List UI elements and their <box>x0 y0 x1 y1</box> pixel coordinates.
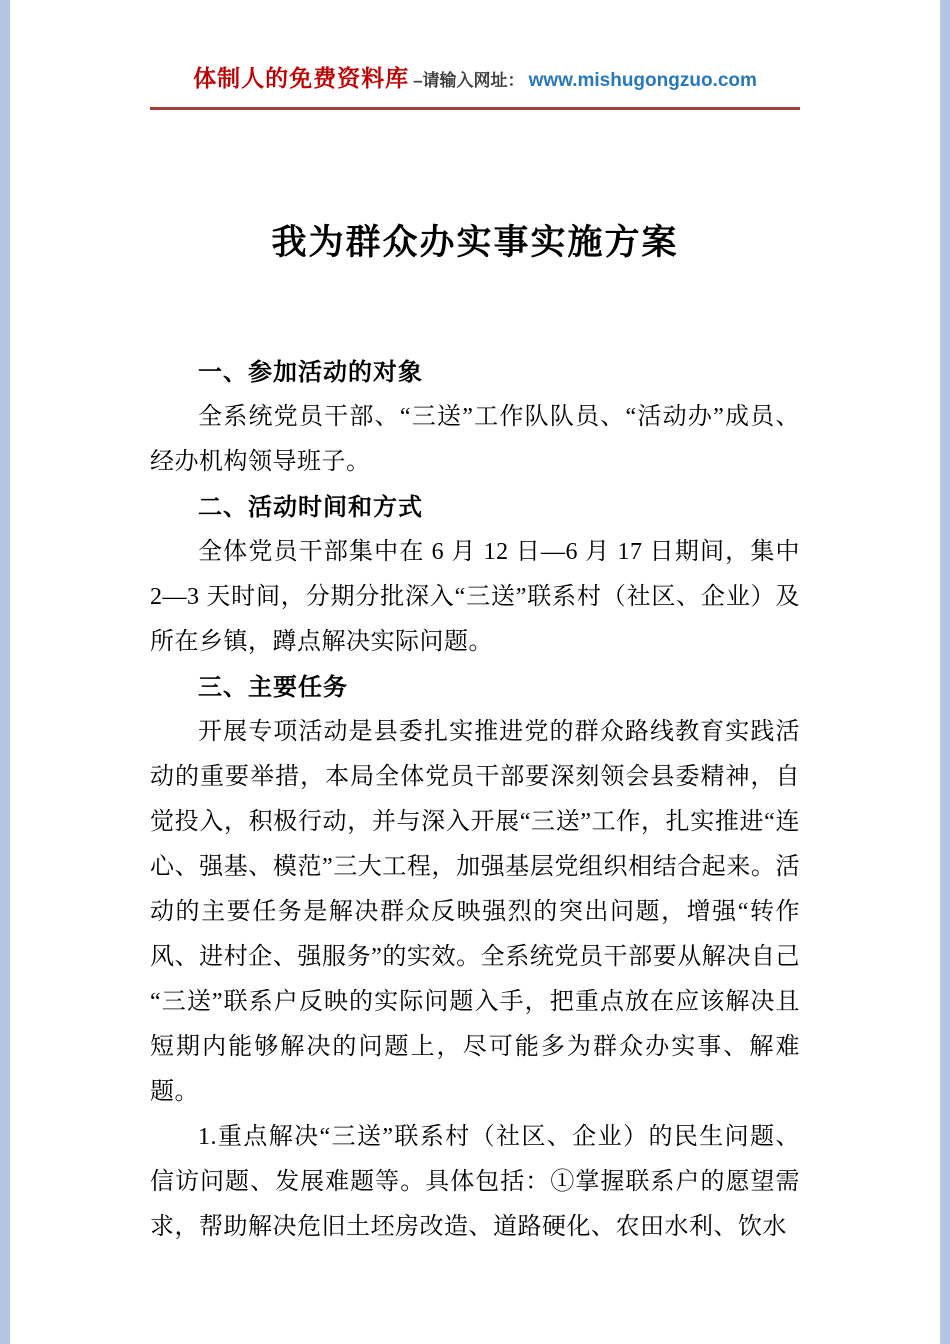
site-name: 体制人的免费资料库 <box>193 65 410 91</box>
document-page <box>10 0 940 1344</box>
section-3-paragraph-1: 开展专项活动是县委扎实推进党的群众路线教育实践活动的重要举措，本局全体党员干部要深刻领会县委精神，自觉投入，积极行动，并与深入开展“三送”工作，扎实推进“连心、强基、模范”三大工程，加强基层党组织相结合起来。活动的主要任务是解决群众反映强烈的突出问题，增强“转作风、进村企、强服务”的实效。全系统党员干部要从解决自己“三送”联系户反映的实际问题入手，把重点放在应该解决且短期内能够解决的问题上，尽可能多为群众办实事、解难题。 <box>150 719 800 1105</box>
section-2-paragraph-1: 全体党员干部集中在 6 月 12 日—6 月 17 日期间，集中 2—3 天时间，分期分批深入“三送”联系村（社区、企业）及所在乡镇，蹲点解决实际问题。 <box>150 539 800 655</box>
section-3-paragraph-2: 1.重点解决“三送”联系村（社区、企业）的民生问题、信访问题、发展难题等。具体包括：①掌握联系户的愿望需求，帮助解决危旧土坯房改造、道路硬化、农田水利、饮水 <box>150 1124 800 1240</box>
section-heading-2: 二、活动时间和方式 <box>198 494 423 521</box>
section-1-paragraph-1: 全系统党员干部、“三送”工作队队员、“活动办”成员、经办机构领导班子。 <box>150 404 800 475</box>
site-url-link[interactable]: www.mishugongzuo.com <box>528 70 757 91</box>
site-header <box>150 62 800 98</box>
document-body <box>150 350 800 1250</box>
section-heading-1: 一、参加活动的对象 <box>198 359 423 386</box>
header-divider <box>150 107 800 110</box>
section-heading-3: 三、主要任务 <box>198 674 348 701</box>
document-title: 我为群众办实事实施方案 <box>271 223 679 262</box>
header-prompt: –请输入网址： <box>413 71 525 90</box>
